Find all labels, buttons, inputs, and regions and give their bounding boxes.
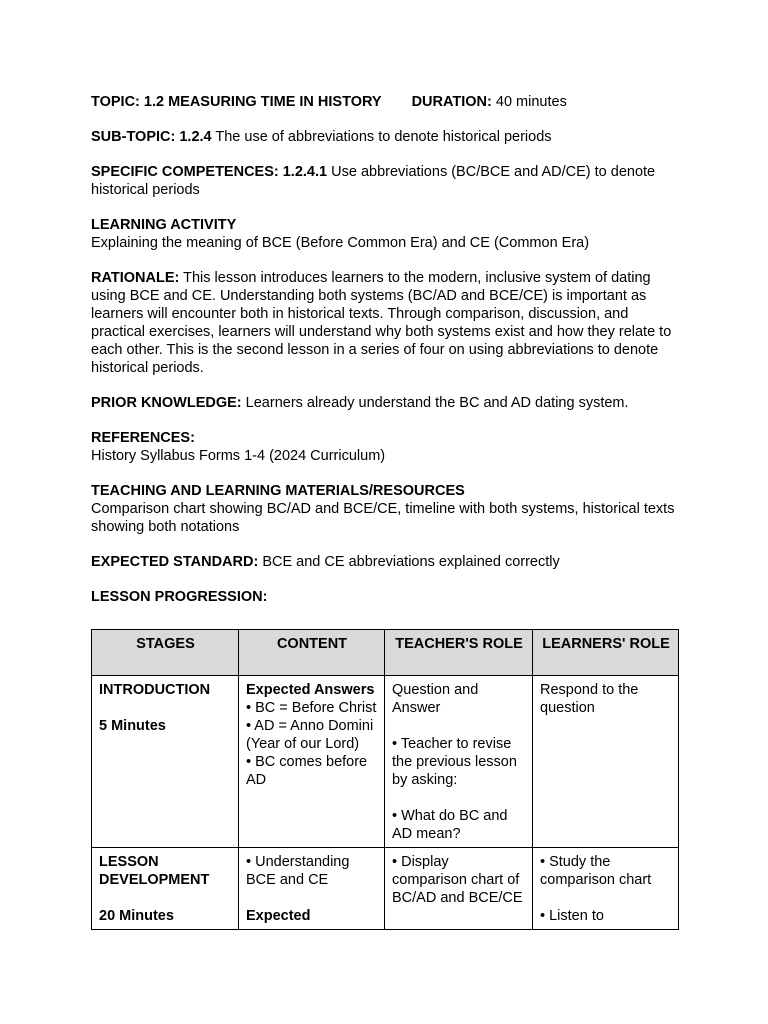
teacher-item: • Teacher to revise the previous lesson by asking: bbox=[392, 736, 517, 788]
rationale-label: RATIONALE: bbox=[91, 270, 180, 286]
content-item: • AD = Anno Domini (Year of our Lord) bbox=[246, 718, 374, 752]
content-item: • BC comes before AD bbox=[246, 754, 368, 788]
content-cell bbox=[239, 848, 385, 930]
learner-item: • Study the comparison chart bbox=[540, 854, 652, 888]
table-header-row bbox=[92, 630, 679, 676]
expected-standard-text: BCE and CE abbreviations explained correctly bbox=[262, 554, 560, 570]
learning-activity-text: Explaining the meaning of BCE (Before Common Era) and CE (Common Era) bbox=[91, 235, 590, 251]
prior-knowledge bbox=[91, 394, 683, 412]
expected-standard bbox=[91, 553, 683, 571]
learner-item: • Listen to bbox=[540, 908, 604, 924]
competences-text: Use abbreviations (BC/BCE and AD/CE) to denote historical periods bbox=[91, 164, 656, 198]
header-learners-role: LEARNERS' ROLE bbox=[533, 630, 679, 676]
content-item: • Understanding BCE and CE bbox=[246, 854, 350, 888]
rationale bbox=[91, 269, 683, 377]
teacher-item: • Display comparison chart of BC/AD and BCE/CE bbox=[392, 854, 523, 906]
stage-time: 5 Minutes bbox=[99, 718, 166, 734]
topic-label: TOPIC: 1.2 MEASURING TIME IN HISTORY bbox=[91, 94, 382, 110]
prior-knowledge-label: PRIOR KNOWLEDGE: bbox=[91, 395, 242, 411]
topic-line bbox=[91, 93, 683, 111]
duration-label: DURATION: bbox=[411, 94, 492, 110]
stage-name: LESSON DEVELOPMENT bbox=[99, 854, 210, 888]
competences bbox=[91, 163, 683, 199]
table-row bbox=[92, 848, 679, 930]
content-cell bbox=[239, 676, 385, 848]
duration-value: 40 minutes bbox=[495, 94, 567, 110]
materials-label: TEACHING AND LEARNING MATERIALS/RESOURCES bbox=[91, 483, 465, 499]
materials-text: Comparison chart showing BC/AD and BCE/CE, timeline with both systems, historical texts showing both notations bbox=[91, 501, 675, 535]
subtopic-label: SUB-TOPIC: 1.2.4 bbox=[91, 129, 212, 145]
stage-name: INTRODUCTION bbox=[99, 682, 211, 698]
subtopic-text: The use of abbreviations to denote historical periods bbox=[215, 129, 552, 145]
references-text: History Syllabus Forms 1-4 (2024 Curriculum) bbox=[91, 448, 386, 464]
content-heading: Expected Answers bbox=[246, 682, 375, 698]
stage-cell bbox=[92, 676, 239, 848]
expected-standard-label: EXPECTED STANDARD: bbox=[91, 554, 259, 570]
learning-activity-label: LEARNING ACTIVITY bbox=[91, 217, 237, 233]
subtopic bbox=[91, 128, 683, 146]
table-row bbox=[92, 676, 679, 848]
learner-item: Respond to the question bbox=[540, 682, 639, 716]
teacher-cell bbox=[385, 848, 533, 930]
lesson-plan-header bbox=[91, 93, 683, 606]
header-teachers-role: TEACHER'S ROLE bbox=[385, 630, 533, 676]
content-heading: Expected bbox=[246, 908, 311, 924]
stage-cell bbox=[92, 848, 239, 930]
teacher-cell bbox=[385, 676, 533, 848]
learner-cell bbox=[533, 676, 679, 848]
references-label: REFERENCES: bbox=[91, 430, 195, 446]
header-stages: STAGES bbox=[92, 630, 239, 676]
lesson-progression-label: LESSON PROGRESSION: bbox=[91, 589, 268, 605]
learner-cell bbox=[533, 848, 679, 930]
header-content: CONTENT bbox=[239, 630, 385, 676]
rationale-text: This lesson introduces learners to the modern, inclusive system of dating using BCE and CE. Understanding both systems (BC/AD and BCE/CE) is important as learners will encounter both in historical texts. Through comparison, discussion, and practical exercises, learners will understand why both systems exist and how they relate to each other. This is the second lesson in a series of four on using abbreviations to denote historical periods. bbox=[91, 270, 672, 376]
competences-label: SPECIFIC COMPETENCES: 1.2.4.1 bbox=[91, 164, 328, 180]
content-item: • BC = Before Christ bbox=[246, 700, 377, 716]
teacher-item: • What do BC and AD mean? bbox=[392, 808, 508, 842]
stage-time: 20 Minutes bbox=[99, 908, 174, 924]
teacher-item: Question and Answer bbox=[392, 682, 479, 716]
prior-knowledge-text: Learners already understand the BC and AD dating system. bbox=[245, 395, 629, 411]
lesson-progression-table bbox=[91, 629, 679, 930]
